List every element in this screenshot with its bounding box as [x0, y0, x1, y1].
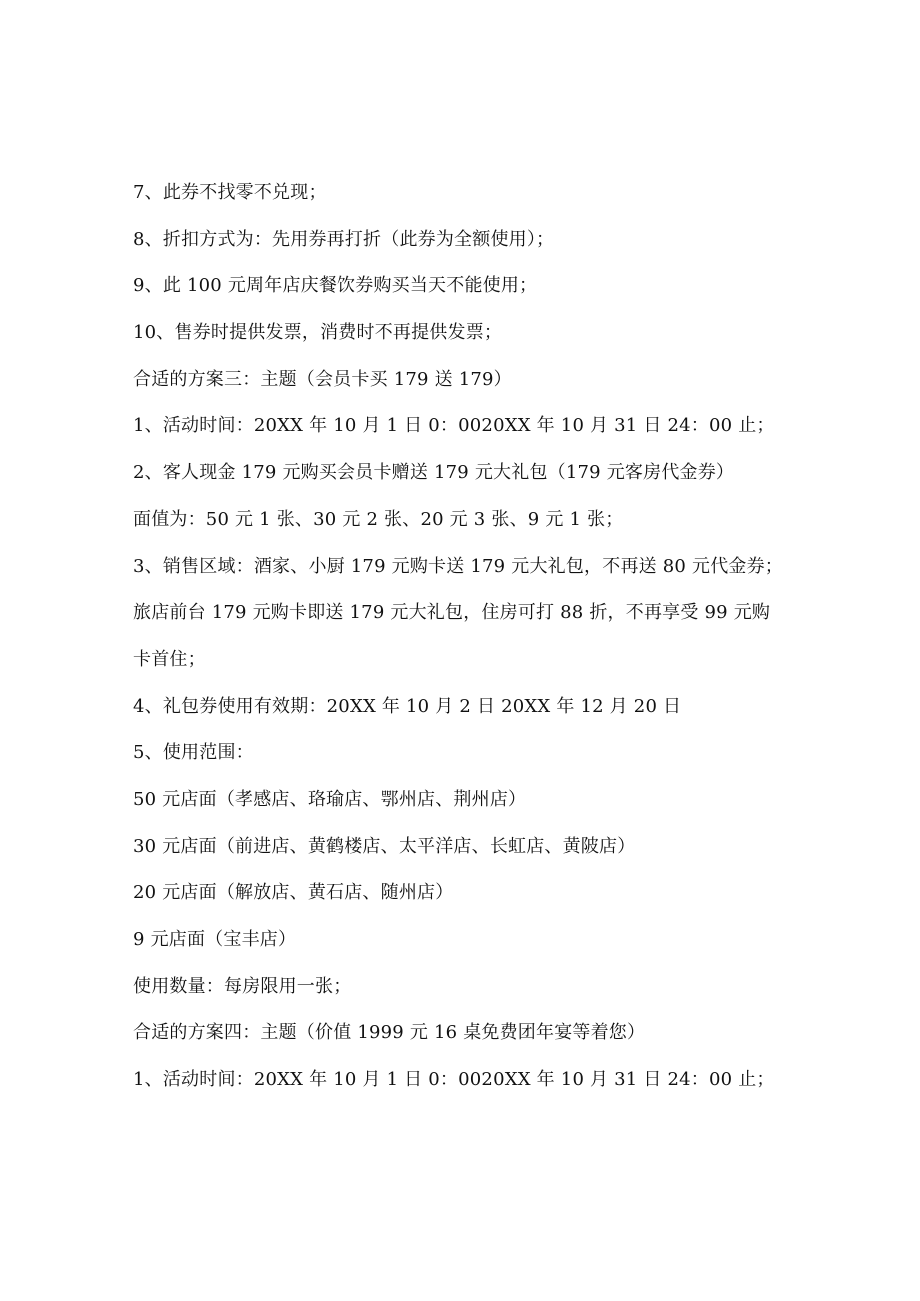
text-line: 1、活动时间：20XX 年 10 月 1 日 0：0020XX 年 10 月 31 日 24：00 止；	[133, 1069, 775, 1091]
text-line: 3、销售区域：酒家、小厨 179 元购卡送 179 元大礼包，不再送 80 元代金券；	[133, 555, 783, 577]
text-line: 面值为：50 元 1 张、30 元 2 张、20 元 3 张、9 元 1 张；	[133, 508, 624, 530]
text-line: 旅店前台 179 元购卡即送 179 元大礼包，住房可打 88 折，不再享受 99 元购	[133, 602, 771, 624]
text-line: 2、客人现金 179 元购买会员卡赠送 179 元大礼包（179 元客房代金券）	[133, 462, 735, 484]
text-line: 9 元店面（宝丰店）	[133, 929, 297, 950]
text-line: 4、礼包券使用有效期：20XX 年 10 月 2 日 20XX 年 12 月 20 日	[133, 695, 682, 717]
text-line: 9、此 100 元周年店庆餐饮券购买当天不能使用；	[133, 275, 538, 297]
text-line: 10、售券时提供发票，消费时不再提供发票；	[133, 322, 503, 344]
text-line: 卡首住；	[133, 648, 206, 670]
section-heading: 合适的方案三：主题（会员卡买 179 送 179）	[133, 368, 512, 390]
section-heading: 合适的方案四：主题（价值 1999 元 16 桌免费团年宴等着您）	[133, 1022, 646, 1044]
text-line: 8、折扣方式为：先用券再打折（此券为全额使用）；	[133, 228, 555, 250]
text-line: 使用数量：每房限用一张；	[133, 975, 352, 997]
text-line: 30 元店面（前进店、黄鹤楼店、太平洋店、长虹店、黄陂店）	[133, 835, 636, 857]
document-body	[133, 170, 813, 1104]
text-line: 1、活动时间：20XX 年 10 月 1 日 0：0020XX 年 10 月 31 日 24：00 止；	[133, 415, 775, 437]
text-line: 7、此券不找零不兑现；	[133, 182, 327, 203]
text-line: 50 元店面（孝感店、珞瑜店、鄂州店、荆州店）	[133, 788, 527, 810]
text-line: 5、使用范围：	[133, 742, 254, 764]
text-line: 20 元店面（解放店、黄石店、随州店）	[133, 882, 454, 904]
